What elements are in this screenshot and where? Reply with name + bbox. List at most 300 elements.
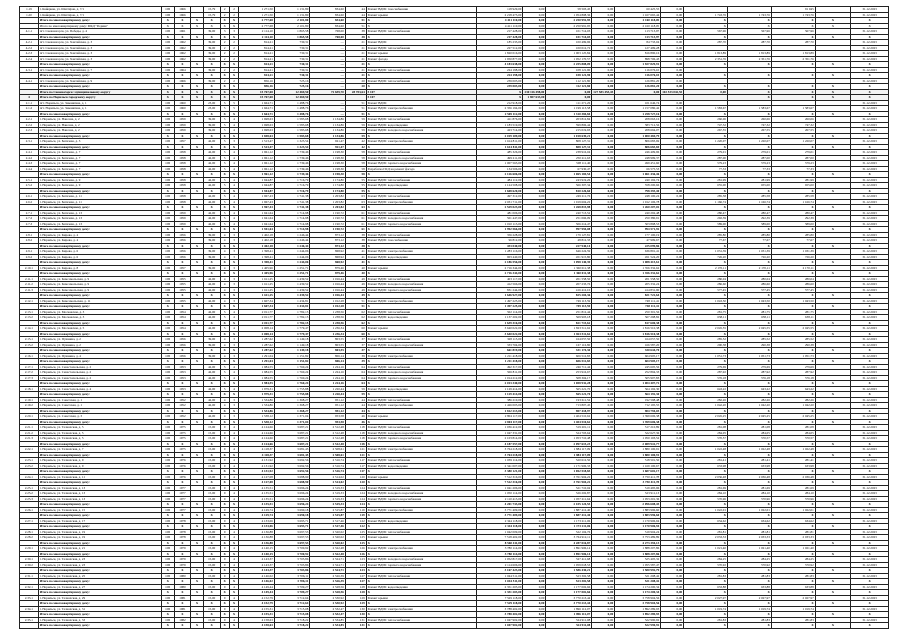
table-cell: 31.12.2023 <box>851 287 889 293</box>
table-cell: Ремонт ВДИС водоотведения <box>366 463 477 469</box>
table-cell: Ремонт ВДИС электроснабжения <box>366 447 477 453</box>
table-cell: X <box>203 392 220 398</box>
table-cell: X <box>851 419 889 425</box>
table-cell: 31.12.2023 <box>851 40 889 46</box>
table-cell: 38 <box>345 243 366 249</box>
table-cell: X <box>851 568 889 574</box>
table-cell: 280,47 <box>771 210 815 216</box>
table-cell: 0,00 <box>592 491 615 497</box>
table-cell: 0,00 <box>523 496 546 502</box>
table-cell: 523 302,58 <box>546 579 592 585</box>
table-cell: 4 <box>229 375 238 381</box>
table-cell: 951,12 <box>310 397 346 403</box>
table-cell: 2.27.1 <box>20 518 39 524</box>
table-cell: 2 517,46 <box>310 518 346 524</box>
table-cell: 31.12.2023 <box>851 194 889 200</box>
table-cell: 0,00 <box>592 524 615 530</box>
table-cell: 5 <box>220 117 229 123</box>
table-cell: 51 <box>345 18 366 24</box>
table-cell: ОП <box>162 221 175 227</box>
table-cell: 1 021,40 <box>727 546 771 552</box>
table-cell: X <box>203 89 220 95</box>
table-cell: ОП <box>162 177 175 183</box>
table-cell: 505 907,83 <box>615 375 661 381</box>
table-cell: ОП <box>162 595 175 601</box>
table-cell: 118 <box>345 430 366 436</box>
table-cell: Ремонт ВДИС электроснабжения <box>366 546 477 552</box>
table-cell: 4 <box>229 518 238 524</box>
table-cell: 281,69 <box>727 485 771 491</box>
table-cell: X <box>203 320 220 326</box>
table-cell: Ремонт ВДИС теплоснабжения <box>366 67 477 73</box>
table-cell: ОП <box>162 265 175 271</box>
table-cell: 0,00 <box>523 546 546 552</box>
table-cell: 0,00 <box>523 238 546 244</box>
table-cell: 0,00 <box>592 199 615 205</box>
table-cell: 0,00 <box>523 232 546 238</box>
table-cell: 281,83 <box>771 573 815 579</box>
table-cell: 77,33 <box>727 166 771 172</box>
table-cell: X <box>851 271 889 277</box>
table-cell: 0,00 <box>661 458 684 464</box>
table-cell: 3 692,56 <box>274 469 310 475</box>
table-cell: 42,00 <box>203 199 220 205</box>
table-cell: 1 061 436,46 <box>615 172 661 178</box>
table-cell: 1 149,18 <box>274 337 310 343</box>
table-cell: X <box>203 260 220 266</box>
table-cell: 451 915,80 <box>546 254 592 260</box>
table-cell: 768,00 <box>310 34 346 40</box>
table-cell: 1 816 510,38 <box>615 326 661 332</box>
table-cell: 725,16 <box>274 84 310 90</box>
table-cell: 4 <box>220 265 229 271</box>
table-cell: 2.3.1 <box>20 139 39 145</box>
table-cell: ОП <box>162 485 175 491</box>
table-cell: 868,92 <box>310 254 346 260</box>
table-cell: г. Норильск, ул. Пушкина, д. 2 <box>38 337 161 343</box>
table-cell: 0,00 <box>592 287 615 293</box>
table-cell: ОП <box>162 155 175 161</box>
table-cell: X <box>851 331 889 337</box>
table-cell: 2 045,55 <box>727 326 771 332</box>
table-cell: 31.12.2023 <box>851 298 889 304</box>
table-cell: 0,00 <box>661 100 684 106</box>
table-cell: X <box>727 524 771 530</box>
table-cell: ОП <box>162 56 175 62</box>
table-cell: X <box>851 551 889 557</box>
table-cell: X <box>771 331 815 337</box>
table-cell: 1 323,54 <box>274 139 310 145</box>
table-cell: ОП <box>162 51 175 57</box>
table-cell: 290,38 <box>727 342 771 348</box>
table-cell: 3 <box>229 353 238 359</box>
table-cell: X <box>191 271 204 277</box>
table-cell: г. Норильск, ул. Талнахская, д. 13 <box>38 485 161 491</box>
table-cell: 0,00 <box>523 276 546 282</box>
table-cell: 1 166,74 <box>684 199 728 205</box>
table-cell: 287,70 <box>727 40 771 46</box>
table-cell: X <box>174 524 191 530</box>
table-cell: 58 <box>345 161 366 167</box>
table-cell: X <box>684 243 728 249</box>
table-cell: пгт. Снежногорск, ул. Хантайская, д. 3 <box>38 51 161 57</box>
table-cell: 61 <box>345 227 366 233</box>
table-cell: 0,00 <box>661 496 684 502</box>
table-cell: 1 755,88 <box>274 392 310 398</box>
table-cell: 4 <box>229 194 238 200</box>
table-cell: Ремонт ВДИС горячего водоснабжения <box>366 161 477 167</box>
table-cell: 1952 <box>174 397 191 403</box>
table-cell: 4 158,63 <box>239 617 275 623</box>
table-cell: 0,00 <box>546 95 592 101</box>
table-cell: 281,83 <box>684 617 728 623</box>
table-cell: 2 170,11 <box>771 265 815 271</box>
table-cell: 0,00 <box>592 562 615 568</box>
table-cell: X <box>191 293 204 299</box>
table-cell: 2.25.3 <box>20 496 39 502</box>
table-cell: 3 <box>229 342 238 348</box>
table-cell: 42,00 <box>203 414 220 420</box>
table-cell: X <box>851 524 889 530</box>
table-cell: 100 499,96 <box>546 40 592 46</box>
table-cell: 2 <box>220 12 229 18</box>
table-cell: 0,00 <box>661 150 684 156</box>
table-cell: 280,47 <box>684 210 728 216</box>
table-cell: 1 283 116,00 <box>477 249 523 255</box>
table-cell: 31.12.2023 <box>851 177 889 183</box>
table-cell: 37 <box>345 342 366 348</box>
table-cell: 1 134,86 <box>310 133 346 139</box>
table-cell: 0,00 <box>661 232 684 238</box>
table-cell: 3 <box>220 29 229 35</box>
table-cell: 1 170 906,94 <box>615 524 661 530</box>
table-cell: X <box>727 144 771 150</box>
table-cell: 31.12.2023 <box>851 535 889 541</box>
table-cell: 0,00 <box>592 392 615 398</box>
table-cell: X <box>220 84 229 90</box>
table-cell: 0,00 <box>661 386 684 392</box>
table-cell: 77,33 <box>771 166 815 172</box>
table-cell: 1957 <box>174 139 191 145</box>
table-cell: 4 <box>220 238 229 244</box>
table-cell: 522 990,92 <box>615 617 661 623</box>
table-cell: 129 <box>345 601 366 607</box>
table-cell: 2 045,55 <box>684 326 728 332</box>
table-cell: ОП <box>162 40 175 46</box>
table-cell: X <box>220 172 229 178</box>
table-cell: 633,88 <box>684 584 728 590</box>
table-cell: 1 000 469,79 <box>615 133 661 139</box>
table-cell: X <box>220 419 229 425</box>
table-cell: X <box>174 469 191 475</box>
table-cell: X <box>203 441 220 447</box>
table-cell: 2 <box>220 78 229 84</box>
table-cell: 39,00 <box>203 128 220 134</box>
table-cell: 4 133,06 <box>239 518 275 524</box>
table-cell: пгт. Снежногорск, ул. Хантайская, д. 9 <box>38 78 161 84</box>
table-cell: 725,16 <box>274 78 310 84</box>
table-cell: 0,00 <box>523 458 546 464</box>
table-cell: 1958 <box>174 194 191 200</box>
table-cell: 15,00 <box>203 496 220 502</box>
table-cell: 2.34.1 <box>20 606 39 612</box>
table-cell: X <box>771 111 815 117</box>
table-cell: 42,00 <box>203 155 220 161</box>
table-cell: 643,22 <box>771 386 815 392</box>
table-cell: Ремонт ВДИС холодного водоснабжения <box>366 342 477 348</box>
table-cell: 0,00 <box>592 7 615 13</box>
table-cell: 0,00 <box>523 584 546 590</box>
table-cell: 1 220,07 <box>727 139 771 145</box>
table-cell: X <box>684 23 728 29</box>
table-cell: 31.12.2023 <box>851 485 889 491</box>
table-cell: 260,06 <box>727 117 771 123</box>
table-cell: 51 <box>345 106 366 112</box>
table-cell: 3 780 114,00 <box>477 551 523 557</box>
table-cell: 1966 <box>174 12 191 18</box>
table-cell: 4 <box>229 436 238 442</box>
table-cell: 116 076,10 <box>615 73 661 79</box>
table-cell: Ремонт ВДИС горячего водоснабжения <box>366 496 477 502</box>
table-cell: Ремонт крыши <box>366 595 477 601</box>
table-cell: 20 <box>345 78 366 84</box>
table-cell: X <box>727 579 771 585</box>
table-cell: 0,00 <box>661 601 684 607</box>
table-cell: 3 681,45 <box>274 452 310 458</box>
table-cell: 31.12.2023 <box>851 78 889 84</box>
table-cell: 285,58 <box>771 194 815 200</box>
table-cell: Ремонт ВДИС водоотведения <box>366 122 477 128</box>
table-cell: ОП <box>162 375 175 381</box>
table-cell: X <box>229 480 238 486</box>
table-cell: 31.12.2023 <box>851 584 889 590</box>
table-cell: X <box>174 513 191 519</box>
table-cell: Итого по многоквартирному дому: <box>38 568 161 574</box>
table-cell: 1 171 906,33 <box>546 463 592 469</box>
table-cell: X <box>366 524 477 530</box>
table-cell: 285,58 <box>684 194 728 200</box>
table-cell: 2.21.2 <box>20 430 39 436</box>
table-cell: X <box>684 18 728 24</box>
table-cell: 0,00 <box>661 557 684 563</box>
table-cell: 5 107 <box>366 89 477 95</box>
table-cell: г. Норильск, ул. Талнахская, д. 31 <box>38 606 161 612</box>
table-cell: X <box>220 551 229 557</box>
table-cell: 834,60 <box>310 23 346 29</box>
table-cell: X <box>229 172 238 178</box>
table-cell: 224 198,00 <box>477 73 523 79</box>
table-cell: ОП <box>162 474 175 480</box>
table-cell: 4 143,37 <box>239 568 275 574</box>
table-cell: 3 <box>229 282 238 288</box>
table-cell: 579,23 <box>771 161 815 167</box>
table-cell: 0,00 <box>661 562 684 568</box>
table-cell: X <box>162 551 175 557</box>
table-cell: 0,00 <box>661 23 684 29</box>
table-cell: 2 011,77 <box>239 309 275 315</box>
table-cell: 2 <box>229 12 238 18</box>
table-cell: Итого по многоквартирному дому: <box>38 480 161 486</box>
table-cell: 1962 <box>174 51 191 57</box>
table-cell: 1956 <box>174 232 191 238</box>
table-cell: Ремонт ВДИС холодного водоснабжения <box>366 430 477 436</box>
table-cell: 1 664,71 <box>239 106 275 112</box>
table-cell: 0,00 <box>592 249 615 255</box>
table-cell: 9 <box>220 546 229 552</box>
table-cell: 284,25 <box>727 557 771 563</box>
table-cell: 3 693,71 <box>274 524 310 530</box>
table-cell: X <box>174 441 191 447</box>
table-cell: X <box>815 73 851 79</box>
table-cell: 2 351,76 <box>771 56 815 62</box>
table-cell: 0,00 <box>615 89 661 95</box>
table-cell: 4 411 110,00 <box>477 23 523 29</box>
table-cell: г. Норильск, ул. Кирова, д. 8 <box>38 265 161 271</box>
table-cell: 643,22 <box>727 386 771 392</box>
table-cell: 577,45 <box>771 287 815 293</box>
table-cell: X <box>191 623 204 629</box>
table-cell: 1 169 100,67 <box>615 463 661 469</box>
table-cell: 267,55 <box>771 128 815 134</box>
table-cell: 112 121,80 <box>546 84 592 90</box>
table-cell: 2 515,87 <box>310 507 346 513</box>
table-cell: 0,00 <box>661 579 684 585</box>
table-cell: 1 042,20 <box>684 403 728 409</box>
table-cell: 42,00 <box>203 397 220 403</box>
table-cell: Итого по многоквартирному дому: <box>38 133 161 139</box>
table-cell: X <box>727 480 771 486</box>
table-cell: 0,00 <box>592 595 615 601</box>
table-cell: 4 124,66 <box>239 425 275 431</box>
table-cell: 37 <box>345 348 366 354</box>
table-cell: 1 047 902,00 <box>477 617 523 623</box>
table-cell: 40 <box>345 271 366 277</box>
table-cell: X <box>191 172 204 178</box>
table-cell: 4 <box>229 573 238 579</box>
table-cell: г. Норильск, ул. Пушкина, д. 2 <box>38 342 161 348</box>
table-cell: 1 088 415,61 <box>615 260 661 266</box>
table-cell: 577,45 <box>727 287 771 293</box>
table-cell: 1 716,79 <box>274 177 310 183</box>
table-cell: 0,00 <box>592 139 615 145</box>
table-cell: 1 019 604,22 <box>546 199 592 205</box>
table-cell: X <box>851 623 889 629</box>
table-cell: 0,00 <box>592 128 615 134</box>
table-cell: 2 522,48 <box>310 551 346 557</box>
table-cell: 281,41 <box>771 458 815 464</box>
table-cell: X <box>727 271 771 277</box>
table-cell: 814,21 <box>239 45 275 51</box>
table-cell: 0,00 <box>592 271 615 277</box>
table-cell: 1 050 103,52 <box>615 436 661 442</box>
table-cell: 292,39 <box>771 216 815 222</box>
table-cell: X <box>366 579 477 585</box>
table-cell: ОП <box>162 463 175 469</box>
table-cell: 31.12.2023 <box>851 249 889 255</box>
table-cell: 0,00 <box>592 100 615 106</box>
table-cell: Итого по многоквартирному дому: <box>38 227 161 233</box>
table-cell: 0,00 <box>684 89 728 95</box>
table-cell: 281,08 <box>771 425 815 431</box>
table-cell: 1 041 206,00 <box>477 485 523 491</box>
table-cell: 15,00 <box>203 458 220 464</box>
table-cell: X <box>203 623 220 629</box>
table-cell: 15,00 <box>203 430 220 436</box>
table-cell: X <box>203 601 220 607</box>
table-cell: 9 <box>220 496 229 502</box>
table-cell: 0,00 <box>592 529 615 535</box>
table-cell: 31.12.2023 <box>851 425 889 431</box>
table-cell: X <box>366 320 477 326</box>
table-cell: 127 <box>345 573 366 579</box>
table-cell: ОП <box>162 298 175 304</box>
table-cell: 1 134,86 <box>310 117 346 123</box>
table-cell: 96 812,00 <box>477 238 523 244</box>
table-cell: 2 528,56 <box>310 590 346 596</box>
table-cell: 0,00 <box>523 590 546 596</box>
table-cell: 570,57 <box>684 436 728 442</box>
table-cell: X <box>162 73 175 79</box>
table-cell: X <box>229 293 238 299</box>
table-cell: 0,00 <box>661 491 684 497</box>
table-cell: 51 <box>345 111 366 117</box>
table-cell: 606 512,83 <box>546 353 592 359</box>
table-cell: 0,00 <box>523 100 546 106</box>
table-cell: X <box>220 144 229 150</box>
table-cell: 638,11 <box>771 315 815 321</box>
table-cell: 9 <box>220 458 229 464</box>
table-cell: 4 <box>220 249 229 255</box>
table-cell: 1 220,44 <box>310 392 346 398</box>
table-cell: 1975 <box>174 425 191 431</box>
table-cell: 803,55 <box>310 348 346 354</box>
table-cell: 1 368,27 <box>274 408 310 414</box>
table-cell: 2 008,14 <box>239 326 275 332</box>
table-cell: 0,00 <box>523 78 546 84</box>
table-cell: 1 059 018,53 <box>546 562 592 568</box>
table-cell: 2 019 109,00 <box>477 133 523 139</box>
table-cell: X <box>162 84 175 90</box>
table-cell: 284,25 <box>684 557 728 563</box>
table-cell: 0,00 <box>523 194 546 200</box>
table-cell: 873,12 <box>310 243 346 249</box>
table-cell: X <box>191 408 204 414</box>
table-cell: 4 124,66 <box>239 436 275 442</box>
table-cell: 4 <box>229 584 238 590</box>
table-cell: 31.12.2023 <box>851 128 889 134</box>
table-cell: 1976 <box>174 474 191 480</box>
table-cell: 0,00 <box>661 364 684 370</box>
table-cell: 64 <box>345 364 366 370</box>
table-cell: X <box>727 84 771 90</box>
table-cell: 4 <box>229 617 238 623</box>
table-cell: г. Норильск, ул. Талнахская, д. 25 <box>38 573 161 579</box>
table-cell: Итого по многоквартирному дому: <box>38 34 161 40</box>
table-cell: г. Норильск, ул. Бегичева, д. 11 <box>38 194 161 200</box>
table-cell: 64 <box>345 370 366 376</box>
table-cell: Ремонт крыши <box>366 51 477 57</box>
table-cell: X <box>727 260 771 266</box>
table-cell: 287,70 <box>684 40 728 46</box>
table-cell: 15 767,68 <box>239 95 275 101</box>
table-cell: ОП <box>162 150 175 156</box>
table-cell: 0,00 <box>592 276 615 282</box>
table-cell: X <box>191 111 204 117</box>
table-cell: 0,00 <box>592 29 615 35</box>
table-cell: 814,21 <box>239 62 275 68</box>
table-cell: Ремонт ВДИС электроснабжения <box>366 139 477 145</box>
table-cell: г. Норильск, ул. Талнахская, д. 11 <box>38 474 161 480</box>
